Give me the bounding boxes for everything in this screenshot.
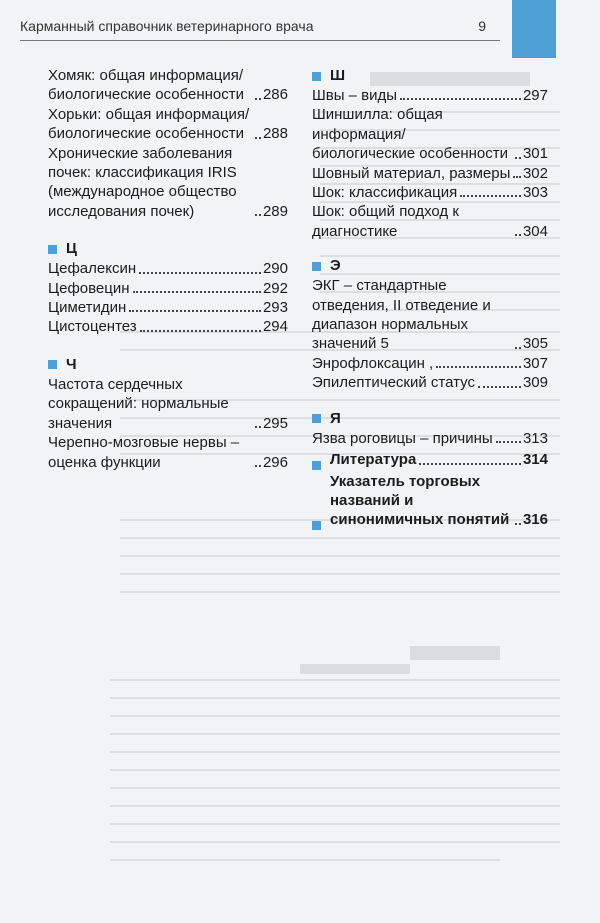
leader-dots (478, 386, 521, 388)
book-title: Карманный справочник ветеринарного врача (20, 18, 314, 34)
entry-text: Язва роговицы – причины (312, 429, 493, 447)
leader-dots (419, 463, 521, 465)
section-marker-icon (48, 360, 57, 369)
section-letter: Ч (66, 355, 77, 373)
index-entry (312, 105, 548, 163)
entry-text: Эпилептический статус (312, 374, 475, 392)
section-heading (312, 256, 548, 276)
entry-text: Хомяк: общая информация/ биологические особенности (48, 67, 244, 104)
entry-page: 296 (262, 453, 288, 471)
leader-dots (140, 330, 261, 332)
section-heading (48, 239, 288, 259)
section-letter: Я (330, 409, 341, 427)
entry-page: 288 (262, 125, 288, 143)
leader-dots (255, 426, 261, 428)
entry-text: Энрофлоксацин , (312, 354, 434, 372)
section-marker-icon (312, 72, 321, 81)
leader-dots (515, 523, 521, 525)
entry-page: 294 (262, 318, 288, 336)
index-column-left (48, 66, 288, 472)
index-entry (312, 183, 548, 202)
entry-page: 307 (522, 354, 548, 372)
entry-page: 302 (522, 164, 548, 182)
entry-page: 293 (262, 299, 288, 317)
entry-text: Шовный материал, размеры (312, 164, 511, 182)
entry-text: Циметидин (48, 299, 127, 317)
index-entry (48, 433, 288, 472)
index-entry (312, 354, 548, 373)
entry-text: Швы – виды (312, 87, 398, 104)
leader-dots (400, 98, 521, 100)
entry-page: 313 (522, 429, 548, 447)
entry-page: 286 (262, 86, 288, 104)
entry-page: 290 (262, 260, 288, 278)
leader-dots (133, 291, 261, 293)
leader-dots (255, 465, 261, 467)
leader-dots (513, 176, 521, 178)
running-header (20, 10, 500, 41)
entry-page: 304 (522, 222, 548, 240)
entry-page: 301 (522, 145, 548, 163)
leader-dots (515, 347, 521, 349)
index-column-right (312, 66, 548, 530)
entry-page: 309 (522, 374, 548, 392)
entry-page: 292 (262, 279, 288, 297)
leader-dots (129, 310, 261, 312)
entry-text: Указатель торговых названий и синонимичных понятий (330, 472, 510, 529)
index-entry (312, 164, 548, 183)
entry-page: 314 (522, 451, 548, 469)
leader-dots (436, 366, 521, 368)
index-entry-bold (312, 450, 548, 469)
entry-text: Шок: классификация (312, 184, 458, 202)
leader-dots (139, 272, 261, 274)
section-letter: Э (330, 257, 341, 275)
index-entry (312, 86, 548, 105)
section-heading (312, 409, 548, 429)
leader-dots (496, 441, 521, 443)
entry-text: Шиншилла: общая информация/ биологические особенности (312, 106, 508, 163)
section-marker-icon (312, 262, 321, 271)
entry-page: 295 (262, 414, 288, 432)
index-entry (312, 276, 548, 354)
section-letter: Ц (66, 240, 77, 258)
entry-page: 289 (262, 202, 288, 220)
leader-dots (255, 137, 261, 139)
section-marker-icon (312, 414, 321, 423)
entry-text: Цефовецин (48, 279, 130, 297)
section-heading (48, 355, 288, 375)
entry-page: 316 (522, 511, 548, 529)
section-marker-icon (312, 461, 321, 470)
entry-page: 297 (522, 87, 548, 104)
index-entry (312, 429, 548, 448)
entry-text: Хронические заболевания почек: классификация IRIS (международное общество исследования почек) (48, 144, 237, 220)
page-number: 9 (478, 18, 486, 34)
index-entry-bold (312, 472, 548, 530)
entry-text: Литература (330, 451, 417, 469)
leader-dots (515, 157, 521, 159)
leader-dots (255, 98, 261, 100)
entry-page: 305 (522, 335, 548, 353)
index-entry (48, 375, 288, 433)
leader-dots (255, 214, 261, 216)
entry-text: Цефалексин (48, 260, 137, 278)
section-marker-icon (312, 521, 321, 530)
page-edge-tab (512, 0, 556, 58)
section-heading (312, 66, 548, 86)
entry-text: Черепно-мозговые нервы – оценка функции (48, 434, 240, 471)
entry-text: Шок: общий подход к диагностике (312, 203, 459, 240)
entry-text: Хорьки: общая информация/ биологические особенности (48, 105, 250, 143)
index-entry (312, 202, 548, 241)
index-entry (312, 373, 548, 392)
index-entry (48, 144, 288, 222)
entry-text: Частота сердечных сокращений: нормальные значения (48, 375, 229, 432)
index-entry (48, 259, 288, 278)
section-marker-icon (48, 245, 57, 254)
index-entry (48, 317, 288, 336)
entry-text: Цистоцентез (48, 318, 137, 336)
index-entry (48, 279, 288, 298)
leader-dots (460, 195, 521, 197)
entry-page: 303 (522, 184, 548, 202)
index-entry (48, 105, 288, 144)
leader-dots (515, 234, 521, 236)
index-entry (48, 66, 288, 105)
entry-text: ЭКГ – стандартные отведения, II отведение и диапазон нормальных значений 5 (312, 277, 491, 353)
section-letter: Ш (330, 67, 346, 84)
index-entry (48, 298, 288, 317)
